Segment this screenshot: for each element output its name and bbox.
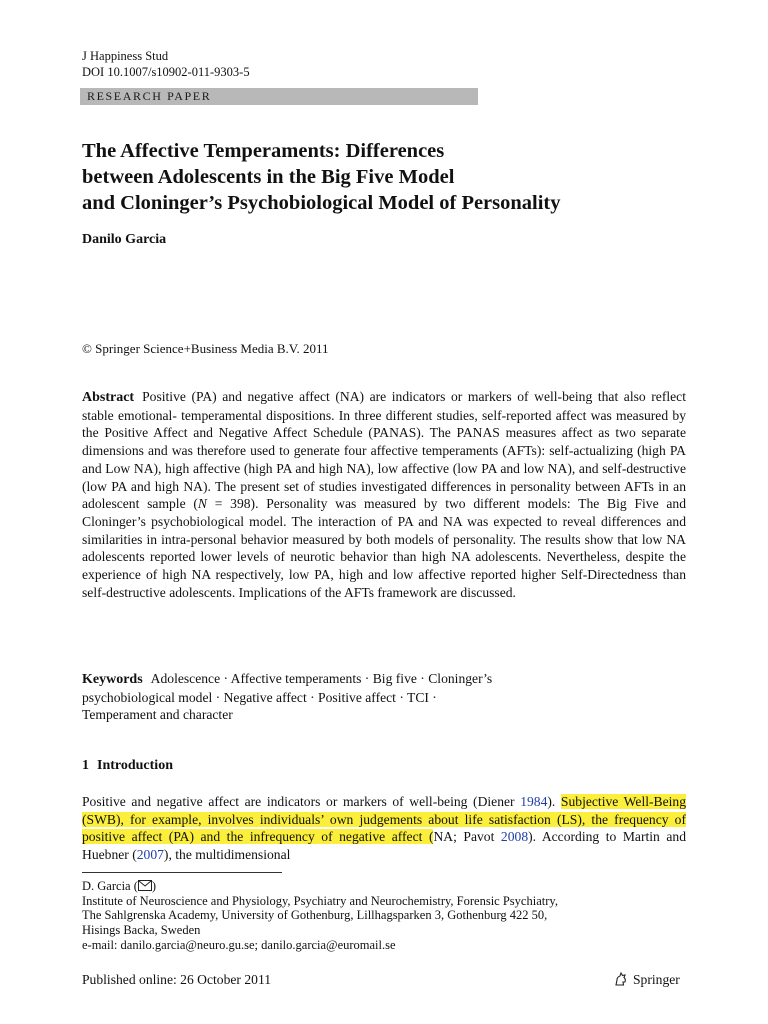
section-heading <box>82 758 173 774</box>
keywords-line: Adolescence · Affective temperaments · Big five · Cloninger’s <box>150 671 493 686</box>
envelope-icon <box>138 880 152 891</box>
affiliation-name-close: ) <box>151 879 157 893</box>
author-name: Danilo Garcia <box>82 232 167 247</box>
publisher-name: Springer <box>633 972 680 987</box>
intro-text: ). <box>547 794 561 809</box>
keywords-label: Keywords <box>82 672 143 687</box>
journal-meta <box>82 48 250 80</box>
title-line: and Cloninger’s Psychobiological Model of Personality <box>82 192 561 214</box>
paper-title <box>82 138 702 216</box>
publisher-logo <box>613 971 680 988</box>
footnote-divider <box>82 872 282 873</box>
abstract-n-symbol: N <box>197 496 207 512</box>
copyright-notice: © Springer Science+Business Media B.V. 2011 <box>82 341 329 356</box>
abstract-text-part2: = 398). Personality was measured by two different models: The Big Five and Cloninger’s psychobiological model. The interaction of PA and NA was expected to reveal differences and similarities in intra-personal behavior measured by both models of personality. The results show that low NA adolescents reported lower levels of neurotic behavior than high NA adolescents. Nevertheless, despite the experience of high NA respectively, low PA, high and low affective reported higher Self-Directedness than self-destructive adolescents. Implications of the AFTs framework are discussed. <box>82 496 686 600</box>
abstract-text-part1: Positive (PA) and negative affect (NA) are indicators or markers of well-being that also reflect stable emotional- temperamental dispositions. In three different studies, self-reported affect was measured by the Positive Affect and Negative Affect Schedule (PANAS). The PANAS measures affect as two separate dimensions and was therefore used to generate four affective temperaments (AFTs): self-actualizing (high PA and Low NA), high affective (high PA and high NA), low affective (low PA and low NA), and self-destructive (low PA and high NA). The present set of studies investigated differences in personality between AFTs in an adolescent sample ( <box>82 389 686 512</box>
affiliation-line: Institute of Neuroscience and Physiology, Psychiatry and Neurochemistry, Forensic Psychiatry, <box>82 893 558 908</box>
title-line: The Affective Temperaments: Differences <box>82 140 445 162</box>
affiliation-line: The Sahlgrenska Academy, University of Gothenburg, Lillhagsparken 3, Gothenburg 422 50, <box>82 908 548 923</box>
paper-type-bar <box>80 88 478 105</box>
springer-horse-icon <box>613 971 629 987</box>
intro-text: ). According to Martin and Huebner ( <box>82 829 687 863</box>
citation-link[interactable]: 2008 <box>500 829 529 845</box>
keywords <box>82 670 686 724</box>
affiliation-line: Hisings Backa, Sweden <box>82 923 201 938</box>
published-date: Published online: 26 October 2011 <box>82 972 272 987</box>
intro-text: NA; Pavot <box>433 829 501 845</box>
section-number: 1 <box>82 758 89 773</box>
intro-paragraph <box>82 793 686 864</box>
affiliation-name: D. Garcia ( <box>82 879 138 893</box>
keywords-line: Temperament and character <box>82 707 233 723</box>
intro-text: ), the multidimensional <box>163 847 291 863</box>
citation-link[interactable]: 1984 <box>520 794 548 809</box>
doi: DOI 10.1007/s10902-011-9303-5 <box>82 65 250 79</box>
abstract <box>82 388 686 601</box>
abstract-label: Abstract <box>82 390 135 405</box>
paper-type-label: RESEARCH PAPER <box>87 89 212 103</box>
journal-name: J Happiness Stud <box>82 49 169 63</box>
intro-text: Positive and negative affect are indicators or markers of well-being (Diener <box>82 794 521 809</box>
affiliation-email: e-mail: danilo.garcia@neuro.gu.se; danilo.garcia@euromail.se <box>82 937 396 952</box>
title-line: between Adolescents in the Big Five Model <box>82 166 455 188</box>
citation-link[interactable]: 2007 <box>136 847 164 863</box>
highlighted-text: Subjective Well-Being (SWB), for example, involves individuals’ own judgements about life satisfaction (LS), the frequency of positive affect (PA) and the infrequency of negative affect ( <box>82 794 686 845</box>
section-title: Introduction <box>97 758 173 773</box>
author-affiliation <box>82 879 558 953</box>
keywords-line: psychobiological model · Negative affect · Positive affect · TCI · <box>82 689 437 705</box>
